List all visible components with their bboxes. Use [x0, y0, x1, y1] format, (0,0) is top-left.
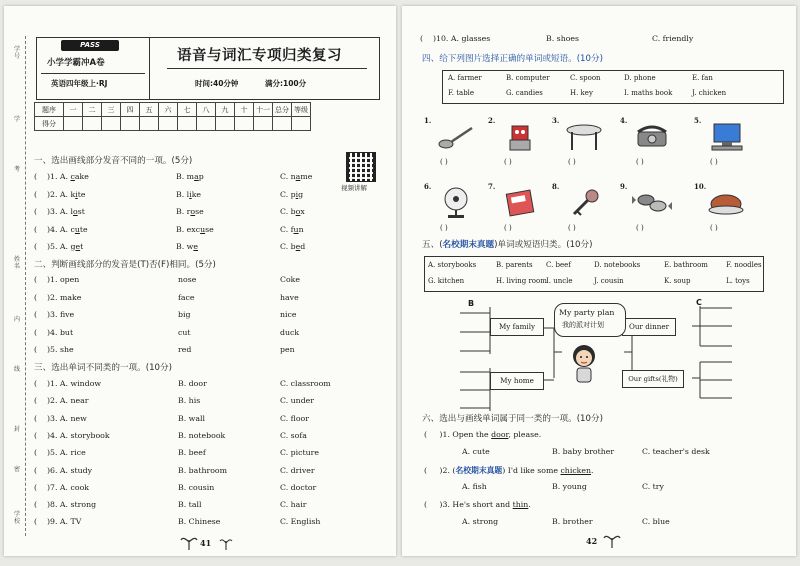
score-header-cell: 二 — [83, 103, 102, 117]
margin-label: 姓名 — [14, 256, 21, 270]
page-number: 41 — [200, 538, 212, 548]
option-label: F. noodles — [726, 261, 762, 269]
cut-line — [25, 36, 26, 536]
binding-margin — [6, 26, 30, 546]
picture-number: 8. — [552, 182, 560, 191]
margin-label: 学 — [14, 116, 21, 123]
brand-logo: PASS — [61, 40, 119, 51]
answer-blank[interactable]: ( ) — [440, 158, 448, 166]
qr-label: 视频讲解 — [341, 184, 367, 192]
list-item: C. picture — [280, 448, 319, 458]
score-header-cell: 一 — [64, 103, 83, 117]
score-input-cell[interactable] — [235, 117, 254, 131]
score-input-cell[interactable] — [178, 117, 197, 131]
score-header-cell: 六 — [159, 103, 178, 117]
score-header-cell: 四 — [121, 103, 140, 117]
list-item: have — [280, 292, 299, 302]
example-answer: B — [468, 299, 475, 308]
choice: C. blue — [642, 517, 670, 526]
page-title: 语音与词汇专项归类复习 — [177, 48, 342, 64]
list-item: ( )5. A. rice — [34, 448, 86, 458]
right-page — [402, 6, 796, 556]
picture-number: 4. — [620, 116, 628, 125]
grade-label: 英语四年级上·RJ — [51, 79, 108, 88]
list-item: ( )2. make — [34, 292, 82, 302]
list-item: ( )5. A. get — [34, 242, 84, 251]
picture-number: 10. — [694, 182, 707, 191]
option-label: H. living room — [496, 277, 547, 285]
key-icon — [564, 186, 604, 218]
list-item: ( )4. A. storybook — [34, 430, 110, 440]
book-icon — [500, 186, 540, 218]
margin-label: 学校 — [14, 511, 21, 525]
score-header-cell: 七 — [178, 103, 197, 117]
score-header-cell: 十一 — [254, 103, 273, 117]
score-input-cell[interactable] — [159, 117, 178, 131]
list-item: ( )1. open — [34, 275, 80, 284]
list-item: ( )5. she — [34, 345, 74, 354]
list-item: B. map — [176, 172, 204, 181]
margin-label: 密 — [14, 466, 21, 473]
option-label: G. kitchen — [428, 277, 465, 285]
list-item: big — [178, 310, 191, 319]
list-item: ( )2. A. near — [34, 396, 89, 406]
list-item: ( )2. A. kite — [34, 189, 86, 199]
option-label: D. notebooks — [594, 261, 641, 269]
series-name: 小学学霸冲A卷 — [47, 58, 105, 68]
list-item: B. wall — [178, 413, 205, 423]
option-label: I. maths book — [624, 89, 673, 97]
section-3-title: 三、选出单词不同类的一项。(10分) — [34, 363, 172, 373]
option-label: E. fan — [692, 74, 713, 82]
list-item: ( )3. A. lost — [34, 207, 85, 216]
list-item: C. doctor — [280, 482, 317, 492]
margin-label: 封 — [14, 426, 21, 433]
choice: C. teacher's desk — [642, 447, 710, 456]
list-item: C. name — [280, 172, 313, 181]
list-item: C. pig — [280, 189, 304, 199]
score-input-cell[interactable] — [83, 117, 102, 131]
score-input-cell[interactable] — [254, 117, 273, 131]
score-header-cell: 五 — [140, 103, 159, 117]
list-item: B. like — [176, 189, 202, 199]
option-label: C. beef — [546, 261, 571, 269]
answer-blank[interactable]: ( ) — [504, 158, 512, 166]
left-page — [4, 6, 396, 556]
computer-icon — [706, 120, 746, 152]
my-family-box: My family — [490, 318, 544, 336]
list-item: C. friendly — [652, 34, 694, 43]
list-item: cut — [178, 327, 191, 337]
list-item: red — [178, 345, 192, 354]
list-item: C. floor — [280, 413, 309, 423]
option-label: L. toys — [726, 277, 750, 285]
list-item: B. tall — [178, 500, 202, 510]
option-label: A. farmer — [448, 74, 482, 82]
option-label: C. spoon — [570, 74, 601, 82]
option-label: G. candies — [506, 89, 543, 97]
answer-blank[interactable]: ( ) — [636, 158, 644, 166]
score-input-cell[interactable] — [216, 117, 235, 131]
section-5-title: 五、(名校期末真题)单词或短语归类。(10分) — [422, 240, 593, 250]
list-item: nice — [280, 310, 297, 319]
score-row-label: 得分 — [35, 117, 64, 131]
option-label: E. bathroom — [664, 261, 708, 269]
list-item: C. English — [280, 517, 321, 527]
score-header-cell: 等级 — [292, 103, 311, 117]
picture-number: 9. — [620, 182, 628, 191]
score-header-cell: 总分 — [273, 103, 292, 117]
score-header-cell: 十 — [235, 103, 254, 117]
picture-number: 5. — [694, 116, 702, 125]
answer-blank[interactable]: ( ) — [636, 224, 644, 232]
list-item: B. notebook — [178, 430, 226, 440]
choice: B. brother — [552, 517, 593, 526]
list-item: ( )6. A. study — [34, 465, 93, 475]
our-dinner-box: Our dinner — [622, 318, 676, 336]
answer-blank[interactable]: ( ) — [568, 224, 576, 232]
list-item: C. under — [280, 396, 315, 406]
example-answer: C — [696, 298, 702, 307]
header-box — [36, 37, 380, 100]
option-label: F. table — [448, 89, 475, 97]
qr-code-icon[interactable] — [346, 152, 376, 182]
score-input-cell[interactable] — [102, 117, 121, 131]
choice: A. strong — [462, 517, 499, 526]
score-table — [34, 102, 311, 131]
time-limit: 时间:40分钟 — [195, 79, 239, 88]
choice: A. fish — [462, 482, 487, 491]
question: ( )1. Open the door, please. — [424, 430, 542, 439]
list-item: face — [178, 292, 195, 302]
party-plan-cn: 我的派对计划 — [562, 321, 604, 329]
plant-decoration-icon — [602, 532, 622, 548]
list-item: B. Chinese — [178, 517, 221, 527]
picture-number: 7. — [488, 182, 496, 191]
score-input-cell[interactable] — [140, 117, 159, 131]
list-item: B. beef — [178, 448, 206, 458]
answer-blank[interactable]: ( ) — [710, 158, 718, 166]
list-item: C. sofa — [280, 430, 307, 440]
divider — [167, 68, 367, 69]
section-1-title: 一、选出画线部分发音不同的一项。(5分) — [34, 156, 193, 166]
section-4-title: 四、给下列图片选择正确的单词或短语。(10分) — [422, 54, 603, 64]
picture-number: 6. — [424, 182, 432, 191]
party-plan-en: My party plan — [559, 308, 615, 317]
choice: B. baby brother — [552, 447, 615, 456]
score-header-cell: 题序 — [35, 103, 64, 117]
score-input-cell[interactable] — [273, 117, 292, 131]
list-item: ( )9. A. TV — [34, 517, 82, 527]
answer-blank[interactable]: ( ) — [440, 224, 448, 232]
option-label: J. cousin — [594, 277, 624, 285]
list-item: C. hair — [280, 500, 307, 510]
list-item: ( )1. A. window — [34, 379, 102, 388]
header-brand-panel — [37, 38, 150, 99]
section-6-title: 六、选出与画线单词属于同一类的一项。(10分) — [422, 414, 603, 424]
robot-toy-icon — [500, 120, 540, 152]
score-input-cell[interactable] — [121, 117, 140, 131]
plant-decoration-icon — [219, 536, 233, 550]
list-item: ( )1. A. cake — [34, 172, 89, 181]
option-label: I. uncle — [546, 277, 573, 285]
score-input-cell[interactable] — [64, 117, 83, 131]
telephone-icon — [632, 120, 672, 152]
picture-number: 1. — [424, 116, 432, 125]
fan-icon — [436, 186, 476, 218]
list-item: duck — [280, 327, 300, 337]
list-item: C. bed — [280, 242, 306, 251]
list-item: ( )8. A. strong — [34, 500, 97, 510]
option-label: J. chicken — [692, 89, 727, 97]
our-gifts-box: Our gifts(礼物) — [622, 370, 684, 388]
list-item: B. bathroom — [178, 465, 227, 475]
my-home-box: My home — [490, 372, 544, 390]
margin-label: 学号 — [14, 46, 21, 60]
option-label: B. computer — [506, 74, 550, 82]
answer-blank[interactable]: ( ) — [504, 224, 512, 232]
full-score: 满分:100分 — [265, 79, 307, 88]
option-label: A. storybooks — [428, 261, 477, 269]
page-number: 42 — [586, 536, 598, 546]
list-item: ( )4. but — [34, 327, 74, 337]
section-2-title: 二、判断画线部分的发音是(T)否(F)相同。(5分) — [34, 260, 216, 270]
question: ( )3. He's short and thin. — [424, 500, 531, 509]
list-item: ( )3. five — [34, 310, 75, 319]
option-label: K. soup — [664, 277, 691, 285]
score-input-cell[interactable] — [292, 117, 311, 131]
list-item: B. shoes — [546, 34, 580, 43]
girl-cartoon-icon — [569, 342, 599, 386]
choice: A. cute — [462, 447, 490, 456]
score-header-cell: 三 — [102, 103, 121, 117]
plant-decoration-icon — [179, 534, 199, 550]
list-item: C. classroom — [280, 379, 331, 388]
list-item: ( )10. A. glasses — [420, 34, 491, 43]
list-item: B. excuse — [176, 224, 214, 234]
question: ( )2. (名校期末真题) I'd like some chicken. — [424, 466, 594, 475]
list-item: ( )3. A. new — [34, 413, 87, 423]
list-item: Coke — [280, 275, 300, 284]
answer-blank[interactable]: ( ) — [568, 158, 576, 166]
picture-number: 3. — [552, 116, 560, 125]
margin-label: 内 — [14, 316, 21, 323]
list-item: ( )7. A. cook — [34, 482, 89, 492]
list-item: B. we — [176, 242, 198, 251]
list-item: B. his — [178, 396, 201, 406]
score-header-cell: 九 — [216, 103, 235, 117]
option-label: D. phone — [624, 74, 656, 82]
margin-label: 线 — [14, 366, 21, 373]
list-item: ( )4. A. cute — [34, 224, 88, 234]
list-item: B. cousin — [178, 482, 215, 492]
choice: B. young — [552, 482, 587, 491]
list-item: nose — [178, 275, 197, 284]
table-icon — [564, 120, 604, 152]
list-item: B. rose — [176, 207, 204, 216]
candies-icon — [632, 186, 672, 218]
score-header-cell: 八 — [197, 103, 216, 117]
list-item: pen — [280, 345, 295, 354]
list-item: C. box — [280, 207, 305, 216]
list-item: B. door — [178, 379, 207, 388]
margin-label: 考 — [14, 166, 21, 173]
list-item: C. fun — [280, 224, 304, 234]
picture-number: 2. — [488, 116, 496, 125]
spoon-icon — [436, 120, 476, 152]
divider — [41, 73, 145, 74]
list-item: C. driver — [280, 465, 315, 475]
chicken-icon — [706, 186, 746, 218]
option-label: B. parents — [496, 261, 533, 269]
score-input-cell[interactable] — [197, 117, 216, 131]
answer-blank[interactable]: ( ) — [710, 224, 718, 232]
choice: C. try — [642, 482, 664, 491]
option-label: H. key — [570, 89, 593, 97]
